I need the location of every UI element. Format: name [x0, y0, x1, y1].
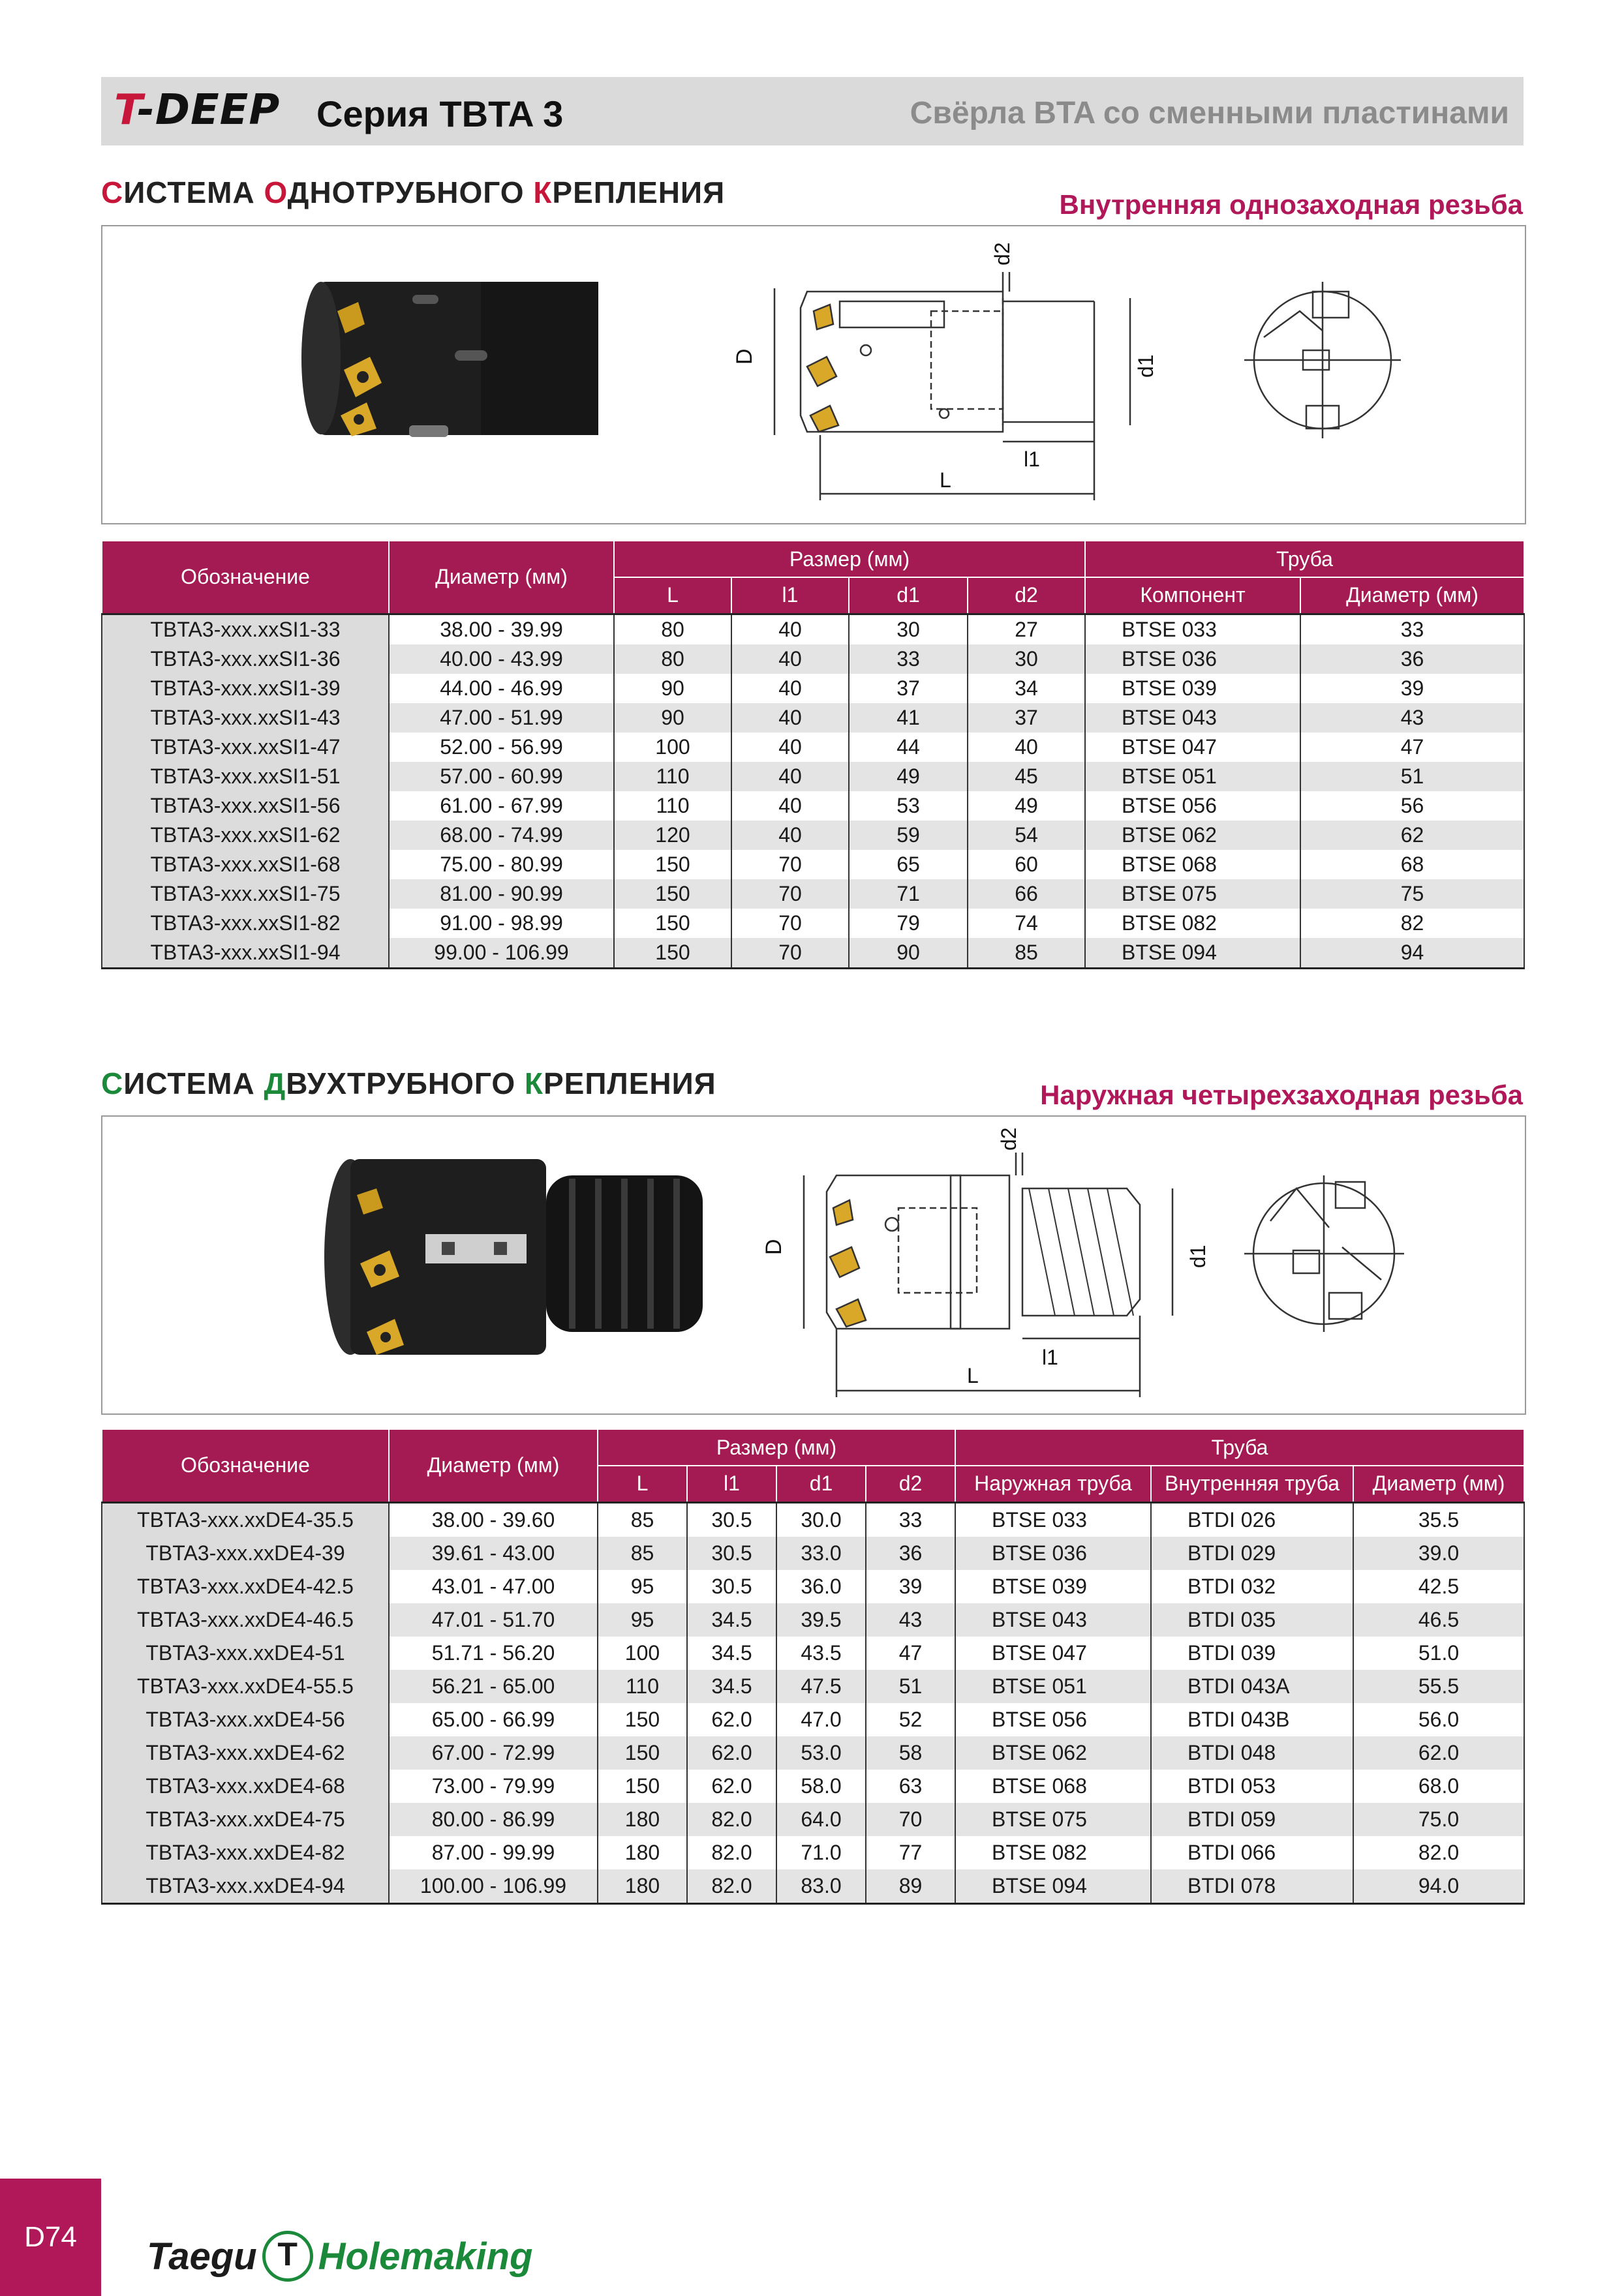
table-cell: 75.0: [1353, 1803, 1524, 1836]
table-cell: 61.00 - 67.99: [389, 791, 614, 821]
table-cell: TBTA3-xxx.xxDE4-39: [102, 1537, 389, 1570]
table-cell: 150: [614, 909, 731, 938]
table-cell: BTDI 053: [1151, 1770, 1353, 1803]
section2-thread-label: Наружная четырехзаходная резьба: [1040, 1080, 1523, 1110]
table-cell: 91.00 - 98.99: [389, 909, 614, 938]
table-cell: 34.5: [687, 1603, 776, 1637]
table-row: [102, 1670, 1524, 1703]
end-view-drawing-2: [1244, 1175, 1404, 1332]
table-cell: 40: [731, 733, 849, 762]
dim-l1-2: l1: [1042, 1346, 1058, 1369]
table-cell: 34: [968, 674, 1085, 703]
table-cell: 57.00 - 60.99: [389, 762, 614, 791]
table-cell: TBTA3-xxx.xxSI1-43: [102, 703, 389, 733]
table-cell: 71: [849, 879, 968, 909]
table-cell: BTDI 066: [1151, 1836, 1353, 1869]
table-cell: TBTA3-xxx.xxSI1-82: [102, 909, 389, 938]
table-cell: 40: [731, 821, 849, 850]
col-designation: Обозначение: [102, 541, 389, 614]
table-cell: 71.0: [776, 1836, 866, 1869]
table-cell: 51.71 - 56.20: [389, 1637, 598, 1670]
table-cell: 53: [849, 791, 968, 821]
table-cell: BTDI 043A: [1151, 1670, 1353, 1703]
table-cell: 43: [1300, 703, 1524, 733]
table-cell: 77: [866, 1836, 955, 1869]
table-cell: 49: [968, 791, 1085, 821]
table-cell: 40: [731, 703, 849, 733]
table-cell: 40: [731, 762, 849, 791]
table-cell: 51.0: [1353, 1637, 1524, 1670]
table-cell: 120: [614, 821, 731, 850]
col-d2: d2: [968, 577, 1085, 614]
section2-table: [101, 1428, 1525, 1905]
table-cell: 45: [968, 762, 1085, 791]
table-row: [102, 791, 1524, 821]
table-cell: 82.0: [687, 1869, 776, 1904]
table-cell: 30.5: [687, 1537, 776, 1570]
section2-title: СИСТЕМА ДВУХТРУБНОГО КРЕПЛЕНИЯ: [101, 1066, 716, 1100]
table-cell: 150: [598, 1770, 687, 1803]
table-cell: BTSE 036: [955, 1537, 1151, 1570]
table-cell: 63: [866, 1770, 955, 1803]
table-row: [102, 909, 1524, 938]
table-cell: 89: [866, 1869, 955, 1904]
table-cell: BTDI 039: [1151, 1637, 1353, 1670]
table-cell: 68: [1300, 850, 1524, 879]
table-cell: 40: [731, 614, 849, 644]
table-cell: 83.0: [776, 1869, 866, 1904]
table-cell: BTDI 043B: [1151, 1703, 1353, 1736]
table-row: [102, 762, 1524, 791]
table-row: [102, 1603, 1524, 1637]
drill-head-photo-2: [324, 1159, 703, 1355]
table-cell: 90: [849, 938, 968, 969]
table-cell: 39.5: [776, 1603, 866, 1637]
table-row: [102, 674, 1524, 703]
table-row: [102, 1869, 1524, 1904]
col2-size-group: Размер (мм): [598, 1429, 955, 1466]
table-cell: 82.0: [687, 1803, 776, 1836]
table-cell: TBTA3-xxx.xxDE4-46.5: [102, 1603, 389, 1637]
table-cell: TBTA3-xxx.xxSI1-94: [102, 938, 389, 969]
table-cell: TBTA3-xxx.xxDE4-51: [102, 1637, 389, 1670]
table-cell: 39: [866, 1570, 955, 1603]
table-cell: BTDI 035: [1151, 1603, 1353, 1637]
table-cell: TBTA3-xxx.xxSI1-36: [102, 644, 389, 674]
col-d1: d1: [849, 577, 968, 614]
table-cell: 180: [598, 1836, 687, 1869]
table-cell: 62.0: [687, 1703, 776, 1736]
table-cell: 37: [849, 674, 968, 703]
table-row: [102, 1502, 1524, 1537]
table-cell: 39.0: [1353, 1537, 1524, 1570]
table-cell: 27: [968, 614, 1085, 644]
table-cell: 150: [614, 879, 731, 909]
table-cell: 53.0: [776, 1736, 866, 1770]
table-cell: 95: [598, 1570, 687, 1603]
company-logo-icon: [262, 2231, 313, 2282]
table-cell: TBTA3-xxx.xxDE4-35.5: [102, 1502, 389, 1537]
dim-L: L: [940, 468, 951, 492]
table-cell: 65: [849, 850, 968, 879]
table-cell: 85: [598, 1537, 687, 1570]
table-cell: 150: [598, 1703, 687, 1736]
brand-logo: T-DEEP: [114, 86, 281, 134]
dim-d1: d1: [1134, 354, 1157, 378]
table-cell: BTSE 051: [955, 1670, 1151, 1703]
table-cell: 36.0: [776, 1570, 866, 1603]
table-cell: 70: [731, 850, 849, 879]
table-row: [102, 821, 1524, 850]
table-cell: BTSE 075: [955, 1803, 1151, 1836]
company-logo-left: Taegu: [147, 2235, 257, 2278]
table-cell: 82: [1300, 909, 1524, 938]
table-cell: 33.0: [776, 1537, 866, 1570]
table-cell: 150: [614, 850, 731, 879]
table-cell: 55.5: [1353, 1670, 1524, 1703]
table-cell: 47.5: [776, 1670, 866, 1703]
table-cell: 73.00 - 79.99: [389, 1770, 598, 1803]
table-cell: BTSE 082: [955, 1836, 1151, 1869]
page-number: D74: [0, 2179, 101, 2296]
table-cell: TBTA3-xxx.xxDE4-68: [102, 1770, 389, 1803]
table-cell: 64.0: [776, 1803, 866, 1836]
table-cell: 47: [866, 1637, 955, 1670]
end-view-drawing: [1244, 282, 1401, 438]
table-cell: 80: [614, 644, 731, 674]
table-cell: TBTA3-xxx.xxSI1-68: [102, 850, 389, 879]
table-cell: 94.0: [1353, 1869, 1524, 1904]
table-cell: BTDI 029: [1151, 1537, 1353, 1570]
table-cell: 46.5: [1353, 1603, 1524, 1637]
table-cell: 110: [598, 1670, 687, 1703]
table-cell: 47: [1300, 733, 1524, 762]
section2-illustration: [102, 1117, 1525, 1413]
table-cell: 33: [849, 644, 968, 674]
table-row: [102, 1703, 1524, 1736]
table-cell: 110: [614, 762, 731, 791]
table-row: [102, 1836, 1524, 1869]
table-cell: BTSE 033: [1085, 614, 1300, 644]
table-cell: 42.5: [1353, 1570, 1524, 1603]
table-cell: BTSE 043: [955, 1603, 1151, 1637]
table-cell: 41: [849, 703, 968, 733]
table-cell: 49: [849, 762, 968, 791]
table-cell: 60: [968, 850, 1085, 879]
table-cell: TBTA3-xxx.xxDE4-56: [102, 1703, 389, 1736]
table-cell: BTDI 032: [1151, 1570, 1353, 1603]
table-cell: 44.00 - 46.99: [389, 674, 614, 703]
table-cell: 56.0: [1353, 1703, 1524, 1736]
table-cell: 79: [849, 909, 968, 938]
col-size-group: Размер (мм): [614, 541, 1085, 577]
section1-table-body: [102, 614, 1524, 968]
table-row: [102, 733, 1524, 762]
table-cell: BTSE 082: [1085, 909, 1300, 938]
table-cell: 30.5: [687, 1570, 776, 1603]
table-cell: TBTA3-xxx.xxSI1-62: [102, 821, 389, 850]
table-cell: 180: [598, 1869, 687, 1904]
table-cell: 33: [866, 1502, 955, 1537]
table-cell: 87.00 - 99.99: [389, 1836, 598, 1869]
table-row: [102, 850, 1524, 879]
table-cell: 40.00 - 43.99: [389, 644, 614, 674]
table-cell: BTSE 056: [1085, 791, 1300, 821]
table-cell: TBTA3-xxx.xxDE4-82: [102, 1836, 389, 1869]
table-row: [102, 938, 1524, 969]
table-cell: 40: [731, 791, 849, 821]
table-row: [102, 879, 1524, 909]
table-row: [102, 644, 1524, 674]
col2-tube-group: Труба: [955, 1429, 1524, 1466]
table-cell: 39: [1300, 674, 1524, 703]
dim-D-2: D: [761, 1239, 786, 1255]
table-cell: 30.0: [776, 1502, 866, 1537]
table-cell: 74: [968, 909, 1085, 938]
table-cell: 40: [731, 674, 849, 703]
table-cell: BTSE 047: [1085, 733, 1300, 762]
table-cell: TBTA3-xxx.xxSI1-39: [102, 674, 389, 703]
table-cell: BTSE 039: [1085, 674, 1300, 703]
col-diameter: Диаметр (мм): [389, 541, 614, 614]
table-cell: 94: [1300, 938, 1524, 969]
table-cell: 30.5: [687, 1502, 776, 1537]
table-row: [102, 1736, 1524, 1770]
col-l1: l1: [731, 577, 849, 614]
table-cell: 62.0: [1353, 1736, 1524, 1770]
table-cell: 85: [598, 1502, 687, 1537]
col2-inner-tube: Внутренняя труба: [1151, 1466, 1353, 1502]
table-cell: 90: [614, 703, 731, 733]
col-L: L: [614, 577, 731, 614]
table-cell: 62.0: [687, 1736, 776, 1770]
table-row: [102, 1637, 1524, 1670]
table-cell: BTSE 033: [955, 1502, 1151, 1537]
table-cell: BTSE 062: [955, 1736, 1151, 1770]
drill-head-photo: [301, 282, 598, 437]
col2-d1: d1: [776, 1466, 866, 1502]
col2-outer-tube: Наружная труба: [955, 1466, 1151, 1502]
table-cell: 40: [731, 644, 849, 674]
table-cell: 70: [866, 1803, 955, 1836]
table-cell: 52: [866, 1703, 955, 1736]
table-cell: 47.0: [776, 1703, 866, 1736]
header-bar: [101, 77, 1524, 145]
table-cell: 82.0: [1353, 1836, 1524, 1869]
table-cell: 51: [1300, 762, 1524, 791]
table-cell: 99.00 - 106.99: [389, 938, 614, 969]
table-cell: BTSE 068: [1085, 850, 1300, 879]
table-cell: 68.00 - 74.99: [389, 821, 614, 850]
col2-designation: Обозначение: [102, 1429, 389, 1502]
table-cell: BTDI 059: [1151, 1803, 1353, 1836]
table-cell: BTSE 056: [955, 1703, 1151, 1736]
table-cell: 100: [614, 733, 731, 762]
table-row: [102, 614, 1524, 644]
brand-logo-text: -DEEP: [137, 86, 281, 134]
table-cell: 100: [598, 1637, 687, 1670]
table-cell: 38.00 - 39.60: [389, 1502, 598, 1537]
company-logo: [147, 2231, 532, 2282]
table-cell: 44: [849, 733, 968, 762]
col2-tube-diameter: Диаметр (мм): [1353, 1466, 1524, 1502]
table-cell: 81.00 - 90.99: [389, 879, 614, 909]
table-cell: 180: [598, 1803, 687, 1836]
table-cell: 38.00 - 39.99: [389, 614, 614, 644]
table-cell: BTDI 026: [1151, 1502, 1353, 1537]
section1-figure: [101, 225, 1526, 524]
col-tube-group: Труба: [1085, 541, 1524, 577]
table-cell: 37: [968, 703, 1085, 733]
table-cell: TBTA3-xxx.xxDE4-75: [102, 1803, 389, 1836]
table-row: [102, 1770, 1524, 1803]
table-cell: 58: [866, 1736, 955, 1770]
table-cell: 150: [598, 1736, 687, 1770]
table-cell: BTSE 051: [1085, 762, 1300, 791]
table-cell: 100.00 - 106.99: [389, 1869, 598, 1904]
table-cell: 66: [968, 879, 1085, 909]
table-cell: 58.0: [776, 1770, 866, 1803]
table-cell: BTDI 078: [1151, 1869, 1353, 1904]
table-cell: 70: [731, 938, 849, 969]
table-cell: BTSE 047: [955, 1637, 1151, 1670]
table-cell: 43: [866, 1603, 955, 1637]
table-cell: 47.01 - 51.70: [389, 1603, 598, 1637]
table-cell: 30: [849, 614, 968, 644]
company-logo-right: Holemaking: [318, 2235, 533, 2278]
table-cell: 36: [1300, 644, 1524, 674]
table-cell: BTDI 048: [1151, 1736, 1353, 1770]
table-cell: 70: [731, 909, 849, 938]
table-cell: TBTA3-xxx.xxDE4-62: [102, 1736, 389, 1770]
col2-diameter: Диаметр (мм): [389, 1429, 598, 1502]
table-row: [102, 1803, 1524, 1836]
table-cell: 40: [968, 733, 1085, 762]
table-cell: 90: [614, 674, 731, 703]
dim-D: D: [732, 348, 757, 365]
col2-d2: d2: [866, 1466, 955, 1502]
table-cell: TBTA3-xxx.xxSI1-33: [102, 614, 389, 644]
table-cell: BTSE 075: [1085, 879, 1300, 909]
table-cell: 62: [1300, 821, 1524, 850]
table-cell: BTSE 036: [1085, 644, 1300, 674]
header-subtitle: Свёрла BTA со сменными пластинами: [910, 96, 1509, 130]
table-cell: 36: [866, 1537, 955, 1570]
table-cell: 54: [968, 821, 1085, 850]
table-cell: 65.00 - 66.99: [389, 1703, 598, 1736]
table-cell: BTSE 094: [955, 1869, 1151, 1904]
table-cell: 82.0: [687, 1836, 776, 1869]
table-cell: BTSE 094: [1085, 938, 1300, 969]
table-cell: 34.5: [687, 1637, 776, 1670]
table-cell: 35.5: [1353, 1502, 1524, 1537]
table-cell: BTSE 068: [955, 1770, 1151, 1803]
table-cell: 80: [614, 614, 731, 644]
table-cell: 75: [1300, 879, 1524, 909]
table-cell: 70: [731, 879, 849, 909]
dim-L-2: L: [967, 1364, 979, 1387]
table-cell: 95: [598, 1603, 687, 1637]
dim-d2: d2: [990, 242, 1014, 265]
col-tube-diameter: Диаметр (мм): [1300, 577, 1524, 614]
table-cell: 67.00 - 72.99: [389, 1736, 598, 1770]
table-row: [102, 703, 1524, 733]
section1-thread-label: Внутренняя однозаходная резьба: [1059, 189, 1523, 220]
section2-figure: [101, 1115, 1526, 1415]
table-cell: 85: [968, 938, 1085, 969]
side-view-drawing-2: [804, 1153, 1172, 1397]
table-cell: 75.00 - 80.99: [389, 850, 614, 879]
table-cell: 43.01 - 47.00: [389, 1570, 598, 1603]
dim-d1-2: d1: [1186, 1245, 1210, 1268]
side-view-drawing: [774, 272, 1130, 500]
table-cell: BTSE 062: [1085, 821, 1300, 850]
series-title: Серия TBTA 3: [316, 93, 564, 134]
section1-table: [101, 540, 1525, 969]
table-cell: 56.21 - 65.00: [389, 1670, 598, 1703]
table-cell: 110: [614, 791, 731, 821]
table-cell: 51: [866, 1670, 955, 1703]
section1-illustration: [102, 226, 1525, 523]
section2-table-body: [102, 1502, 1524, 1903]
table-cell: TBTA3-xxx.xxSI1-56: [102, 791, 389, 821]
dim-d2-2: d2: [997, 1127, 1020, 1151]
col2-l1: l1: [687, 1466, 776, 1502]
table-row: [102, 1570, 1524, 1603]
table-cell: 80.00 - 86.99: [389, 1803, 598, 1836]
table-cell: 68.0: [1353, 1770, 1524, 1803]
table-cell: TBTA3-xxx.xxDE4-55.5: [102, 1670, 389, 1703]
table-cell: TBTA3-xxx.xxDE4-42.5: [102, 1570, 389, 1603]
table-cell: 47.00 - 51.99: [389, 703, 614, 733]
table-cell: 39.61 - 43.00: [389, 1537, 598, 1570]
table-cell: 52.00 - 56.99: [389, 733, 614, 762]
table-cell: BTSE 043: [1085, 703, 1300, 733]
dim-l1: l1: [1024, 447, 1040, 471]
table-cell: 30: [968, 644, 1085, 674]
table-cell: 150: [614, 938, 731, 969]
table-cell: TBTA3-xxx.xxSI1-47: [102, 733, 389, 762]
table-cell: TBTA3-xxx.xxDE4-94: [102, 1869, 389, 1904]
table-cell: BTSE 039: [955, 1570, 1151, 1603]
table-cell: 43.5: [776, 1637, 866, 1670]
table-cell: 59: [849, 821, 968, 850]
table-cell: 33: [1300, 614, 1524, 644]
table-cell: 34.5: [687, 1670, 776, 1703]
col-component: Компонент: [1085, 577, 1300, 614]
section1-title: СИСТЕМА ОДНОТРУБНОГО КРЕПЛЕНИЯ: [101, 175, 726, 209]
table-cell: TBTA3-xxx.xxSI1-51: [102, 762, 389, 791]
table-cell: 62.0: [687, 1770, 776, 1803]
table-cell: 56: [1300, 791, 1524, 821]
table-cell: TBTA3-xxx.xxSI1-75: [102, 879, 389, 909]
col2-L: L: [598, 1466, 687, 1502]
table-row: [102, 1537, 1524, 1570]
